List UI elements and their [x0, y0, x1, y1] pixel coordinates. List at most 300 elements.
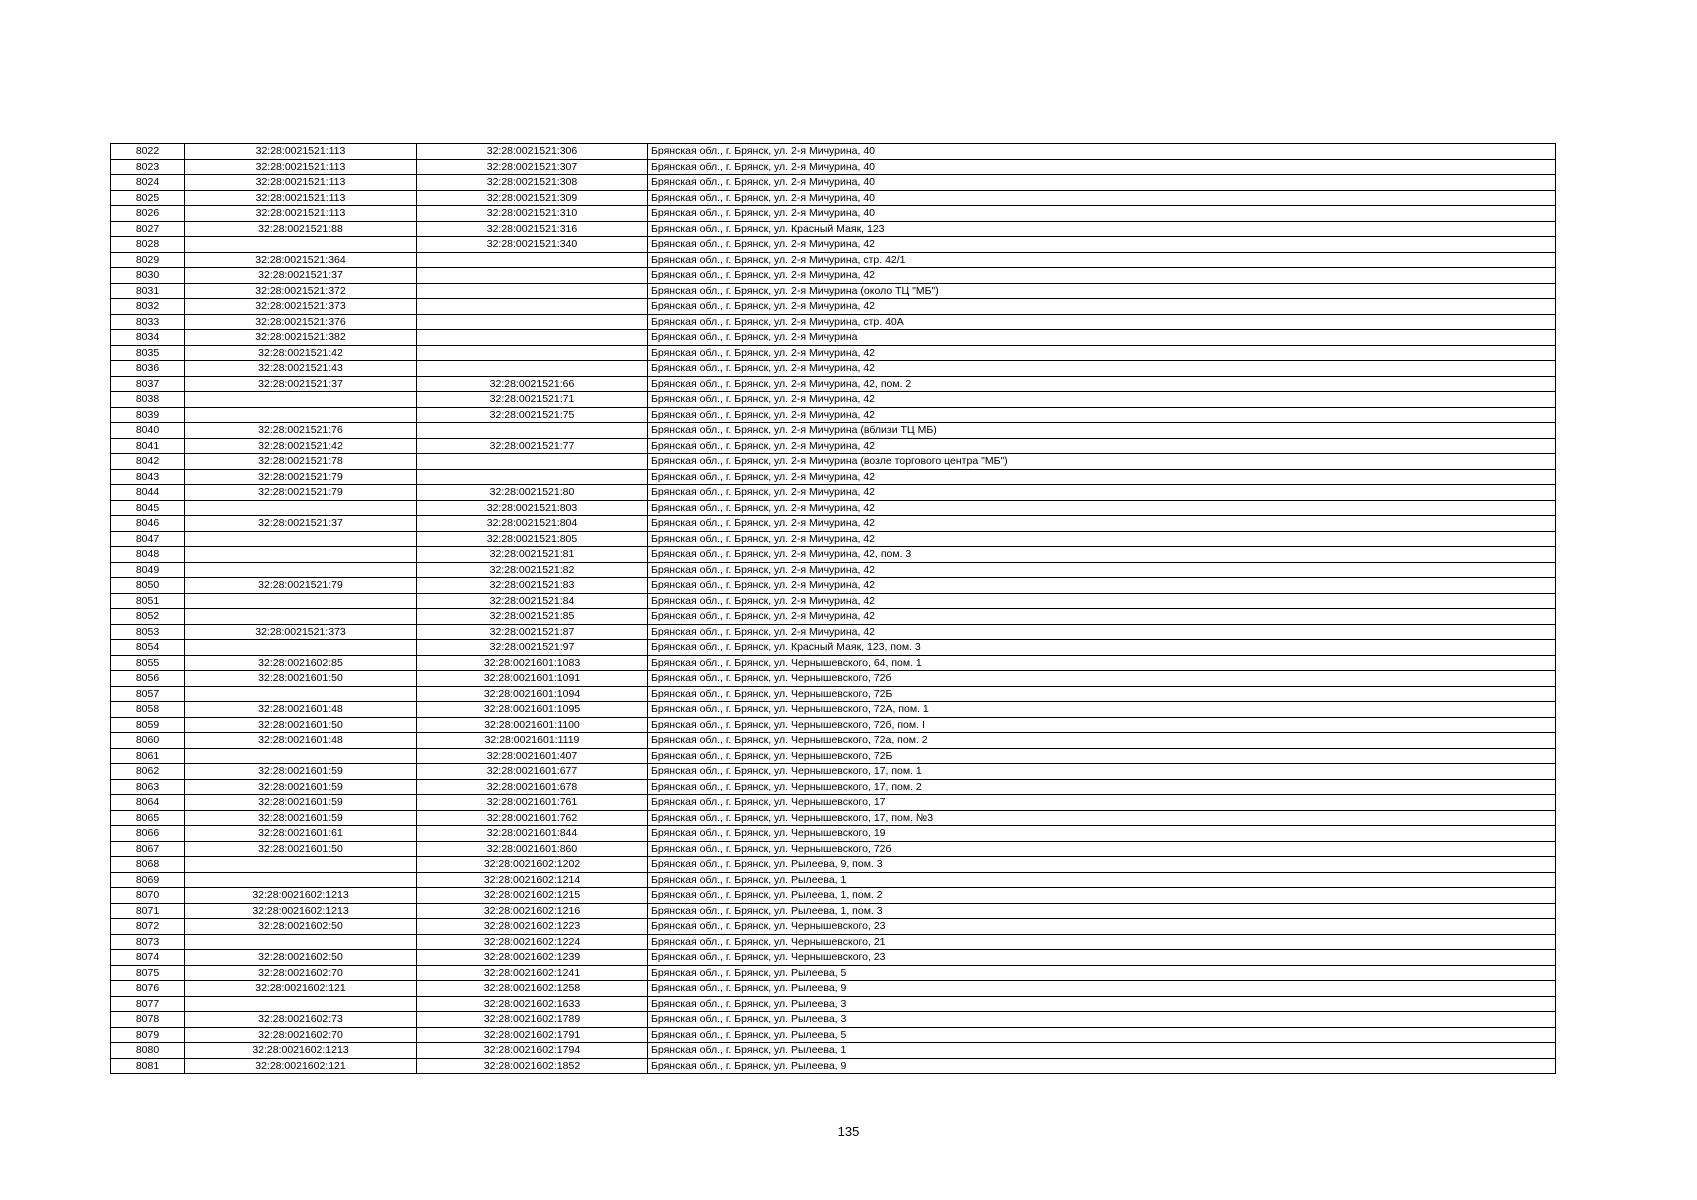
address-cell: Брянская обл., г. Брянск, ул. 2-я Мичурина, 40 [648, 206, 1556, 222]
object-cadastral-number-cell [417, 299, 648, 315]
row-number-cell: 8075 [111, 965, 185, 981]
address-cell: Брянская обл., г. Брянск, ул. 2-я Мичурина, 40 [648, 144, 1556, 160]
object-cadastral-number-cell [417, 469, 648, 485]
parcel-cadastral-number-cell: 32:28:0021601:59 [185, 810, 417, 826]
parcel-cadastral-number-cell: 32:28:0021601:50 [185, 717, 417, 733]
table-row [111, 345, 1556, 361]
object-cadastral-number-cell: 32:28:0021521:71 [417, 392, 648, 408]
parcel-cadastral-number-cell [185, 407, 417, 423]
row-number-cell: 8055 [111, 655, 185, 671]
table-row [111, 268, 1556, 284]
row-number-cell: 8064 [111, 795, 185, 811]
table-row [111, 888, 1556, 904]
table-row [111, 872, 1556, 888]
parcel-cadastral-number-cell [185, 748, 417, 764]
address-cell: Брянская обл., г. Брянск, ул. Рылеева, 3 [648, 1012, 1556, 1028]
address-cell: Брянская обл., г. Брянск, ул. 2-я Мичурина, 42 [648, 268, 1556, 284]
parcel-cadastral-number-cell [185, 562, 417, 578]
table-row [111, 454, 1556, 470]
row-number-cell: 8046 [111, 516, 185, 532]
row-number-cell: 8061 [111, 748, 185, 764]
object-cadastral-number-cell [417, 314, 648, 330]
address-cell: Брянская обл., г. Брянск, ул. Чернышевского, 23 [648, 950, 1556, 966]
address-cell: Брянская обл., г. Брянск, ул. 2-я Мичурина, 42, пом. 3 [648, 547, 1556, 563]
object-cadastral-number-cell: 32:28:0021521:85 [417, 609, 648, 625]
parcel-cadastral-number-cell: 32:28:0021521:37 [185, 516, 417, 532]
table-row [111, 314, 1556, 330]
parcel-cadastral-number-cell: 32:28:0021601:50 [185, 841, 417, 857]
address-cell: Брянская обл., г. Брянск, ул. Рылеева, 9 [648, 981, 1556, 997]
object-cadastral-number-cell [417, 330, 648, 346]
object-cadastral-number-cell: 32:28:0021602:1215 [417, 888, 648, 904]
parcel-cadastral-number-cell [185, 531, 417, 547]
object-cadastral-number-cell: 32:28:0021521:340 [417, 237, 648, 253]
address-cell: Брянская обл., г. Брянск, ул. 2-я Мичурина, 42, пом. 2 [648, 376, 1556, 392]
row-number-cell: 8050 [111, 578, 185, 594]
row-number-cell: 8057 [111, 686, 185, 702]
object-cadastral-number-cell: 32:28:0021601:844 [417, 826, 648, 842]
table-row [111, 841, 1556, 857]
object-cadastral-number-cell: 32:28:0021601:762 [417, 810, 648, 826]
row-number-cell: 8031 [111, 283, 185, 299]
parcel-cadastral-number-cell: 32:28:0021521:76 [185, 423, 417, 439]
parcel-cadastral-number-cell: 32:28:0021521:37 [185, 268, 417, 284]
row-number-cell: 8077 [111, 996, 185, 1012]
row-number-cell: 8060 [111, 733, 185, 749]
object-cadastral-number-cell: 32:28:0021521:306 [417, 144, 648, 160]
parcel-cadastral-number-cell [185, 640, 417, 656]
address-cell: Брянская обл., г. Брянск, ул. Чернышевского, 72а, пом. 2 [648, 733, 1556, 749]
parcel-cadastral-number-cell [185, 872, 417, 888]
object-cadastral-number-cell: 32:28:0021602:1633 [417, 996, 648, 1012]
object-cadastral-number-cell: 32:28:0021602:1794 [417, 1043, 648, 1059]
row-number-cell: 8024 [111, 175, 185, 191]
parcel-cadastral-number-cell: 32:28:0021601:61 [185, 826, 417, 842]
table-row [111, 423, 1556, 439]
row-number-cell: 8076 [111, 981, 185, 997]
object-cadastral-number-cell: 32:28:0021521:87 [417, 624, 648, 640]
row-number-cell: 8056 [111, 671, 185, 687]
parcel-cadastral-number-cell: 32:28:0021521:373 [185, 299, 417, 315]
parcel-cadastral-number-cell [185, 934, 417, 950]
object-cadastral-number-cell [417, 454, 648, 470]
address-cell: Брянская обл., г. Брянск, ул. Рылеева, 1 [648, 1043, 1556, 1059]
address-cell: Брянская обл., г. Брянск, ул. Чернышевского, 17, пом. №3 [648, 810, 1556, 826]
row-number-cell: 8066 [111, 826, 185, 842]
address-cell: Брянская обл., г. Брянск, ул. 2-я Мичурина, 42 [648, 237, 1556, 253]
row-number-cell: 8023 [111, 159, 185, 175]
object-cadastral-number-cell: 32:28:0021601:407 [417, 748, 648, 764]
object-cadastral-number-cell [417, 345, 648, 361]
parcel-cadastral-number-cell: 32:28:0021601:48 [185, 702, 417, 718]
row-number-cell: 8058 [111, 702, 185, 718]
table-row [111, 175, 1556, 191]
address-cell: Брянская обл., г. Брянск, ул. Рылеева, 9, пом. 3 [648, 857, 1556, 873]
address-cell: Брянская обл., г. Брянск, ул. Чернышевского, 17, пом. 1 [648, 764, 1556, 780]
object-cadastral-number-cell: 32:28:0021521:81 [417, 547, 648, 563]
parcel-cadastral-number-cell: 32:28:0021521:113 [185, 175, 417, 191]
table-row [111, 702, 1556, 718]
object-cadastral-number-cell: 32:28:0021521:804 [417, 516, 648, 532]
address-cell: Брянская обл., г. Брянск, ул. 2-я Мичурина, 42 [648, 345, 1556, 361]
parcel-cadastral-number-cell: 32:28:0021521:113 [185, 144, 417, 160]
row-number-cell: 8038 [111, 392, 185, 408]
address-cell: Брянская обл., г. Брянск, ул. 2-я Мичурина, 42 [648, 609, 1556, 625]
row-number-cell: 8078 [111, 1012, 185, 1028]
row-number-cell: 8036 [111, 361, 185, 377]
parcel-cadastral-number-cell [185, 609, 417, 625]
row-number-cell: 8072 [111, 919, 185, 935]
row-number-cell: 8059 [111, 717, 185, 733]
table-row [111, 717, 1556, 733]
parcel-cadastral-number-cell: 32:28:0021521:78 [185, 454, 417, 470]
address-cell: Брянская обл., г. Брянск, ул. Чернышевского, 72Б [648, 686, 1556, 702]
table-row [111, 361, 1556, 377]
row-number-cell: 8069 [111, 872, 185, 888]
table-row [111, 500, 1556, 516]
row-number-cell: 8079 [111, 1027, 185, 1043]
table-row [111, 221, 1556, 237]
row-number-cell: 8054 [111, 640, 185, 656]
table-row [111, 237, 1556, 253]
page-number: 135 [837, 1124, 860, 1139]
address-cell: Брянская обл., г. Брянск, ул. Рылеева, 5 [648, 1027, 1556, 1043]
parcel-cadastral-number-cell: 32:28:0021521:373 [185, 624, 417, 640]
address-cell: Брянская обл., г. Брянск, ул. 2-я Мичурина, 42 [648, 578, 1556, 594]
table-row [111, 826, 1556, 842]
address-cell: Брянская обл., г. Брянск, ул. Чернышевского, 72Б [648, 748, 1556, 764]
object-cadastral-number-cell: 32:28:0021521:77 [417, 438, 648, 454]
row-number-cell: 8073 [111, 934, 185, 950]
row-number-cell: 8035 [111, 345, 185, 361]
table-row [111, 919, 1556, 935]
row-number-cell: 8080 [111, 1043, 185, 1059]
address-cell: Брянская обл., г. Брянск, ул. 2-я Мичурина, 42 [648, 361, 1556, 377]
parcel-cadastral-number-cell: 32:28:0021602:70 [185, 1027, 417, 1043]
row-number-cell: 8044 [111, 485, 185, 501]
table-row [111, 1058, 1556, 1074]
object-cadastral-number-cell: 32:28:0021521:84 [417, 593, 648, 609]
table-row [111, 934, 1556, 950]
address-cell: Брянская обл., г. Брянск, ул. Рылеева, 5 [648, 965, 1556, 981]
object-cadastral-number-cell: 32:28:0021521:82 [417, 562, 648, 578]
parcel-cadastral-number-cell [185, 392, 417, 408]
address-cell: Брянская обл., г. Брянск, ул. Красный Маяк, 123 [648, 221, 1556, 237]
parcel-cadastral-number-cell: 32:28:0021602:1213 [185, 903, 417, 919]
parcel-cadastral-number-cell: 32:28:0021602:121 [185, 981, 417, 997]
row-number-cell: 8030 [111, 268, 185, 284]
table-row [111, 206, 1556, 222]
object-cadastral-number-cell: 32:28:0021602:1239 [417, 950, 648, 966]
object-cadastral-number-cell: 32:28:0021521:308 [417, 175, 648, 191]
address-cell: Брянская обл., г. Брянск, ул. Рылеева, 3 [648, 996, 1556, 1012]
address-cell: Брянская обл., г. Брянск, ул. 2-я Мичурина, 42 [648, 469, 1556, 485]
object-cadastral-number-cell: 32:28:0021602:1791 [417, 1027, 648, 1043]
address-cell: Брянская обл., г. Брянск, ул. Чернышевского, 72б [648, 671, 1556, 687]
row-number-cell: 8022 [111, 144, 185, 160]
parcel-cadastral-number-cell: 32:28:0021602:50 [185, 919, 417, 935]
address-cell: Брянская обл., г. Брянск, ул. Чернышевского, 17, пом. 2 [648, 779, 1556, 795]
address-cell: Брянская обл., г. Брянск, ул. Чернышевского, 17 [648, 795, 1556, 811]
table-row [111, 950, 1556, 966]
object-cadastral-number-cell: 32:28:0021602:1241 [417, 965, 648, 981]
object-cadastral-number-cell: 32:28:0021602:1216 [417, 903, 648, 919]
table-row [111, 299, 1556, 315]
row-number-cell: 8042 [111, 454, 185, 470]
parcel-cadastral-number-cell: 32:28:0021521:376 [185, 314, 417, 330]
object-cadastral-number-cell: 32:28:0021521:316 [417, 221, 648, 237]
table-row [111, 578, 1556, 594]
row-number-cell: 8067 [111, 841, 185, 857]
object-cadastral-number-cell: 32:28:0021521:83 [417, 578, 648, 594]
table-row [111, 965, 1556, 981]
address-cell: Брянская обл., г. Брянск, ул. 2-я Мичурина [648, 330, 1556, 346]
address-cell: Брянская обл., г. Брянск, ул. 2-я Мичурина, 42 [648, 624, 1556, 640]
address-cell: Брянская обл., г. Брянск, ул. Чернышевского, 64, пом. 1 [648, 655, 1556, 671]
parcel-cadastral-number-cell: 32:28:0021602:1213 [185, 888, 417, 904]
address-cell: Брянская обл., г. Брянск, ул. 2-я Мичурина (около ТЦ "МБ") [648, 283, 1556, 299]
parcel-cadastral-number-cell: 32:28:0021521:79 [185, 578, 417, 594]
object-cadastral-number-cell: 32:28:0021521:75 [417, 407, 648, 423]
address-cell: Брянская обл., г. Брянск, ул. 2-я Мичурина, 42 [648, 407, 1556, 423]
table-row [111, 190, 1556, 206]
object-cadastral-number-cell: 32:28:0021601:1119 [417, 733, 648, 749]
object-cadastral-number-cell: 32:28:0021521:309 [417, 190, 648, 206]
parcel-cadastral-number-cell: 32:28:0021521:113 [185, 159, 417, 175]
parcel-cadastral-number-cell [185, 500, 417, 516]
parcel-cadastral-number-cell: 32:28:0021521:113 [185, 190, 417, 206]
row-number-cell: 8025 [111, 190, 185, 206]
address-cell: Брянская обл., г. Брянск, ул. 2-я Мичурина, 40 [648, 175, 1556, 191]
row-number-cell: 8033 [111, 314, 185, 330]
row-number-cell: 8047 [111, 531, 185, 547]
table-row [111, 748, 1556, 764]
table-row [111, 996, 1556, 1012]
object-cadastral-number-cell [417, 268, 648, 284]
table-row [111, 764, 1556, 780]
address-cell: Брянская обл., г. Брянск, ул. 2-я Мичурина, 42 [648, 562, 1556, 578]
row-number-cell: 8028 [111, 237, 185, 253]
parcel-cadastral-number-cell [185, 686, 417, 702]
row-number-cell: 8065 [111, 810, 185, 826]
address-cell: Брянская обл., г. Брянск, ул. 2-я Мичурина, 42 [648, 392, 1556, 408]
table-row [111, 640, 1556, 656]
table-row [111, 1027, 1556, 1043]
table-row [111, 516, 1556, 532]
address-cell: Брянская обл., г. Брянск, ул. 2-я Мичурина, 42 [648, 593, 1556, 609]
parcel-cadastral-number-cell: 32:28:0021601:59 [185, 764, 417, 780]
row-number-cell: 8041 [111, 438, 185, 454]
object-cadastral-number-cell: 32:28:0021521:310 [417, 206, 648, 222]
object-cadastral-number-cell: 32:28:0021602:1258 [417, 981, 648, 997]
table-row [111, 438, 1556, 454]
object-cadastral-number-cell: 32:28:0021521:80 [417, 485, 648, 501]
parcel-cadastral-number-cell: 32:28:0021521:43 [185, 361, 417, 377]
table-row [111, 903, 1556, 919]
parcel-cadastral-number-cell: 32:28:0021602:85 [185, 655, 417, 671]
object-cadastral-number-cell: 32:28:0021521:805 [417, 531, 648, 547]
parcel-cadastral-number-cell: 32:28:0021521:372 [185, 283, 417, 299]
parcel-cadastral-number-cell: 32:28:0021521:364 [185, 252, 417, 268]
address-cell: Брянская обл., г. Брянск, ул. Чернышевского, 72б [648, 841, 1556, 857]
object-cadastral-number-cell: 32:28:0021601:1091 [417, 671, 648, 687]
address-cell: Брянская обл., г. Брянск, ул. 2-я Мичурина, 40 [648, 159, 1556, 175]
parcel-cadastral-number-cell [185, 593, 417, 609]
object-cadastral-number-cell [417, 252, 648, 268]
address-cell: Брянская обл., г. Брянск, ул. Чернышевского, 72А, пом. 1 [648, 702, 1556, 718]
address-cell: Брянская обл., г. Брянск, ул. Рылеева, 1, пом. 3 [648, 903, 1556, 919]
object-cadastral-number-cell: 32:28:0021601:1083 [417, 655, 648, 671]
address-cell: Брянская обл., г. Брянск, ул. 2-я Мичурина (возле торгового центра "МБ") [648, 454, 1556, 470]
object-cadastral-number-cell: 32:28:0021602:1789 [417, 1012, 648, 1028]
row-number-cell: 8062 [111, 764, 185, 780]
table-row [111, 655, 1556, 671]
parcel-cadastral-number-cell [185, 996, 417, 1012]
table-row [111, 547, 1556, 563]
object-cadastral-number-cell: 32:28:0021602:1202 [417, 857, 648, 873]
row-number-cell: 8027 [111, 221, 185, 237]
row-number-cell: 8068 [111, 857, 185, 873]
address-cell: Брянская обл., г. Брянск, ул. 2-я Мичурина, стр. 40А [648, 314, 1556, 330]
address-cell: Брянская обл., г. Брянск, ул. Чернышевского, 19 [648, 826, 1556, 842]
row-number-cell: 8049 [111, 562, 185, 578]
row-number-cell: 8063 [111, 779, 185, 795]
parcel-cadastral-number-cell: 32:28:0021601:50 [185, 671, 417, 687]
table-row [111, 469, 1556, 485]
address-cell: Брянская обл., г. Брянск, ул. Чернышевского, 21 [648, 934, 1556, 950]
table-row [111, 671, 1556, 687]
row-number-cell: 8071 [111, 903, 185, 919]
address-cell: Брянская обл., г. Брянск, ул. 2-я Мичурина, 42 [648, 485, 1556, 501]
object-cadastral-number-cell: 32:28:0021521:307 [417, 159, 648, 175]
table-row [111, 981, 1556, 997]
address-cell: Брянская обл., г. Брянск, ул. 2-я Мичурина, 42 [648, 438, 1556, 454]
table-row [111, 810, 1556, 826]
table-row [111, 485, 1556, 501]
row-number-cell: 8034 [111, 330, 185, 346]
parcel-cadastral-number-cell [185, 237, 417, 253]
table-row [111, 593, 1556, 609]
address-cell: Брянская обл., г. Брянск, ул. Рылеева, 1 [648, 872, 1556, 888]
parcel-cadastral-number-cell: 32:28:0021521:37 [185, 376, 417, 392]
table-row [111, 779, 1556, 795]
table-row [111, 283, 1556, 299]
row-number-cell: 8037 [111, 376, 185, 392]
table-row [111, 609, 1556, 625]
object-cadastral-number-cell: 32:28:0021601:1095 [417, 702, 648, 718]
row-number-cell: 8043 [111, 469, 185, 485]
address-cell: Брянская обл., г. Брянск, ул. 2-я Мичурина, 42 [648, 500, 1556, 516]
row-number-cell: 8029 [111, 252, 185, 268]
object-cadastral-number-cell: 32:28:0021602:1214 [417, 872, 648, 888]
table-row [111, 857, 1556, 873]
object-cadastral-number-cell [417, 283, 648, 299]
table-row [111, 407, 1556, 423]
table-row [111, 392, 1556, 408]
row-number-cell: 8040 [111, 423, 185, 439]
table-row [111, 376, 1556, 392]
parcel-cadastral-number-cell: 32:28:0021602:121 [185, 1058, 417, 1074]
parcel-cadastral-number-cell: 32:28:0021602:50 [185, 950, 417, 966]
object-cadastral-number-cell [417, 361, 648, 377]
registry-sheet [110, 143, 1555, 1074]
parcel-cadastral-number-cell: 32:28:0021521:79 [185, 485, 417, 501]
object-cadastral-number-cell: 32:28:0021602:1223 [417, 919, 648, 935]
table-row [111, 1012, 1556, 1028]
object-cadastral-number-cell: 32:28:0021521:803 [417, 500, 648, 516]
parcel-cadastral-number-cell: 32:28:0021521:88 [185, 221, 417, 237]
address-cell: Брянская обл., г. Брянск, ул. Рылеева, 9 [648, 1058, 1556, 1074]
object-cadastral-number-cell [417, 423, 648, 439]
object-cadastral-number-cell: 32:28:0021602:1852 [417, 1058, 648, 1074]
table-row [111, 686, 1556, 702]
table-row [111, 1043, 1556, 1059]
parcel-cadastral-number-cell: 32:28:0021601:59 [185, 795, 417, 811]
table-row [111, 144, 1556, 160]
object-cadastral-number-cell: 32:28:0021602:1224 [417, 934, 648, 950]
parcel-cadastral-number-cell: 32:28:0021521:79 [185, 469, 417, 485]
row-number-cell: 8053 [111, 624, 185, 640]
object-cadastral-number-cell: 32:28:0021521:97 [417, 640, 648, 656]
object-cadastral-number-cell: 32:28:0021521:66 [417, 376, 648, 392]
row-number-cell: 8051 [111, 593, 185, 609]
object-cadastral-number-cell: 32:28:0021601:678 [417, 779, 648, 795]
parcel-cadastral-number-cell: 32:28:0021602:1213 [185, 1043, 417, 1059]
table-row [111, 795, 1556, 811]
row-number-cell: 8070 [111, 888, 185, 904]
address-cell: Брянская обл., г. Брянск, ул. Чернышевского, 23 [648, 919, 1556, 935]
row-number-cell: 8052 [111, 609, 185, 625]
parcel-cadastral-number-cell: 32:28:0021521:42 [185, 438, 417, 454]
parcel-cadastral-number-cell: 32:28:0021601:59 [185, 779, 417, 795]
table-row [111, 531, 1556, 547]
parcel-cadastral-number-cell [185, 547, 417, 563]
parcel-cadastral-number-cell: 32:28:0021521:42 [185, 345, 417, 361]
parcel-cadastral-number-cell: 32:28:0021521:382 [185, 330, 417, 346]
address-cell: Брянская обл., г. Брянск, ул. Чернышевского, 72б, пом. I [648, 717, 1556, 733]
address-cell: Брянская обл., г. Брянск, ул. Рылеева, 1, пом. 2 [648, 888, 1556, 904]
address-cell: Брянская обл., г. Брянск, ул. 2-я Мичурина (вблизи ТЦ МБ) [648, 423, 1556, 439]
address-cell: Брянская обл., г. Брянск, ул. 2-я Мичурина, стр. 42/1 [648, 252, 1556, 268]
table-row [111, 562, 1556, 578]
address-cell: Брянская обл., г. Брянск, ул. 2-я Мичурина, 42 [648, 531, 1556, 547]
row-number-cell: 8081 [111, 1058, 185, 1074]
object-cadastral-number-cell: 32:28:0021601:1100 [417, 717, 648, 733]
parcel-cadastral-number-cell: 32:28:0021521:113 [185, 206, 417, 222]
address-cell: Брянская обл., г. Брянск, ул. Красный Маяк, 123, пом. 3 [648, 640, 1556, 656]
table-row [111, 733, 1556, 749]
object-cadastral-number-cell: 32:28:0021601:677 [417, 764, 648, 780]
parcel-cadastral-number-cell: 32:28:0021602:70 [185, 965, 417, 981]
row-number-cell: 8048 [111, 547, 185, 563]
address-cell: Брянская обл., г. Брянск, ул. 2-я Мичурина, 40 [648, 190, 1556, 206]
address-cell: Брянская обл., г. Брянск, ул. 2-я Мичурина, 42 [648, 516, 1556, 532]
row-number-cell: 8039 [111, 407, 185, 423]
row-number-cell: 8045 [111, 500, 185, 516]
address-cell: Брянская обл., г. Брянск, ул. 2-я Мичурина, 42 [648, 299, 1556, 315]
table-row [111, 624, 1556, 640]
object-cadastral-number-cell: 32:28:0021601:1094 [417, 686, 648, 702]
row-number-cell: 8074 [111, 950, 185, 966]
row-number-cell: 8032 [111, 299, 185, 315]
table-row [111, 159, 1556, 175]
object-cadastral-number-cell: 32:28:0021601:761 [417, 795, 648, 811]
registry-table-body [111, 144, 1556, 1074]
object-cadastral-number-cell: 32:28:0021601:860 [417, 841, 648, 857]
table-row [111, 252, 1556, 268]
row-number-cell: 8026 [111, 206, 185, 222]
table-row [111, 330, 1556, 346]
